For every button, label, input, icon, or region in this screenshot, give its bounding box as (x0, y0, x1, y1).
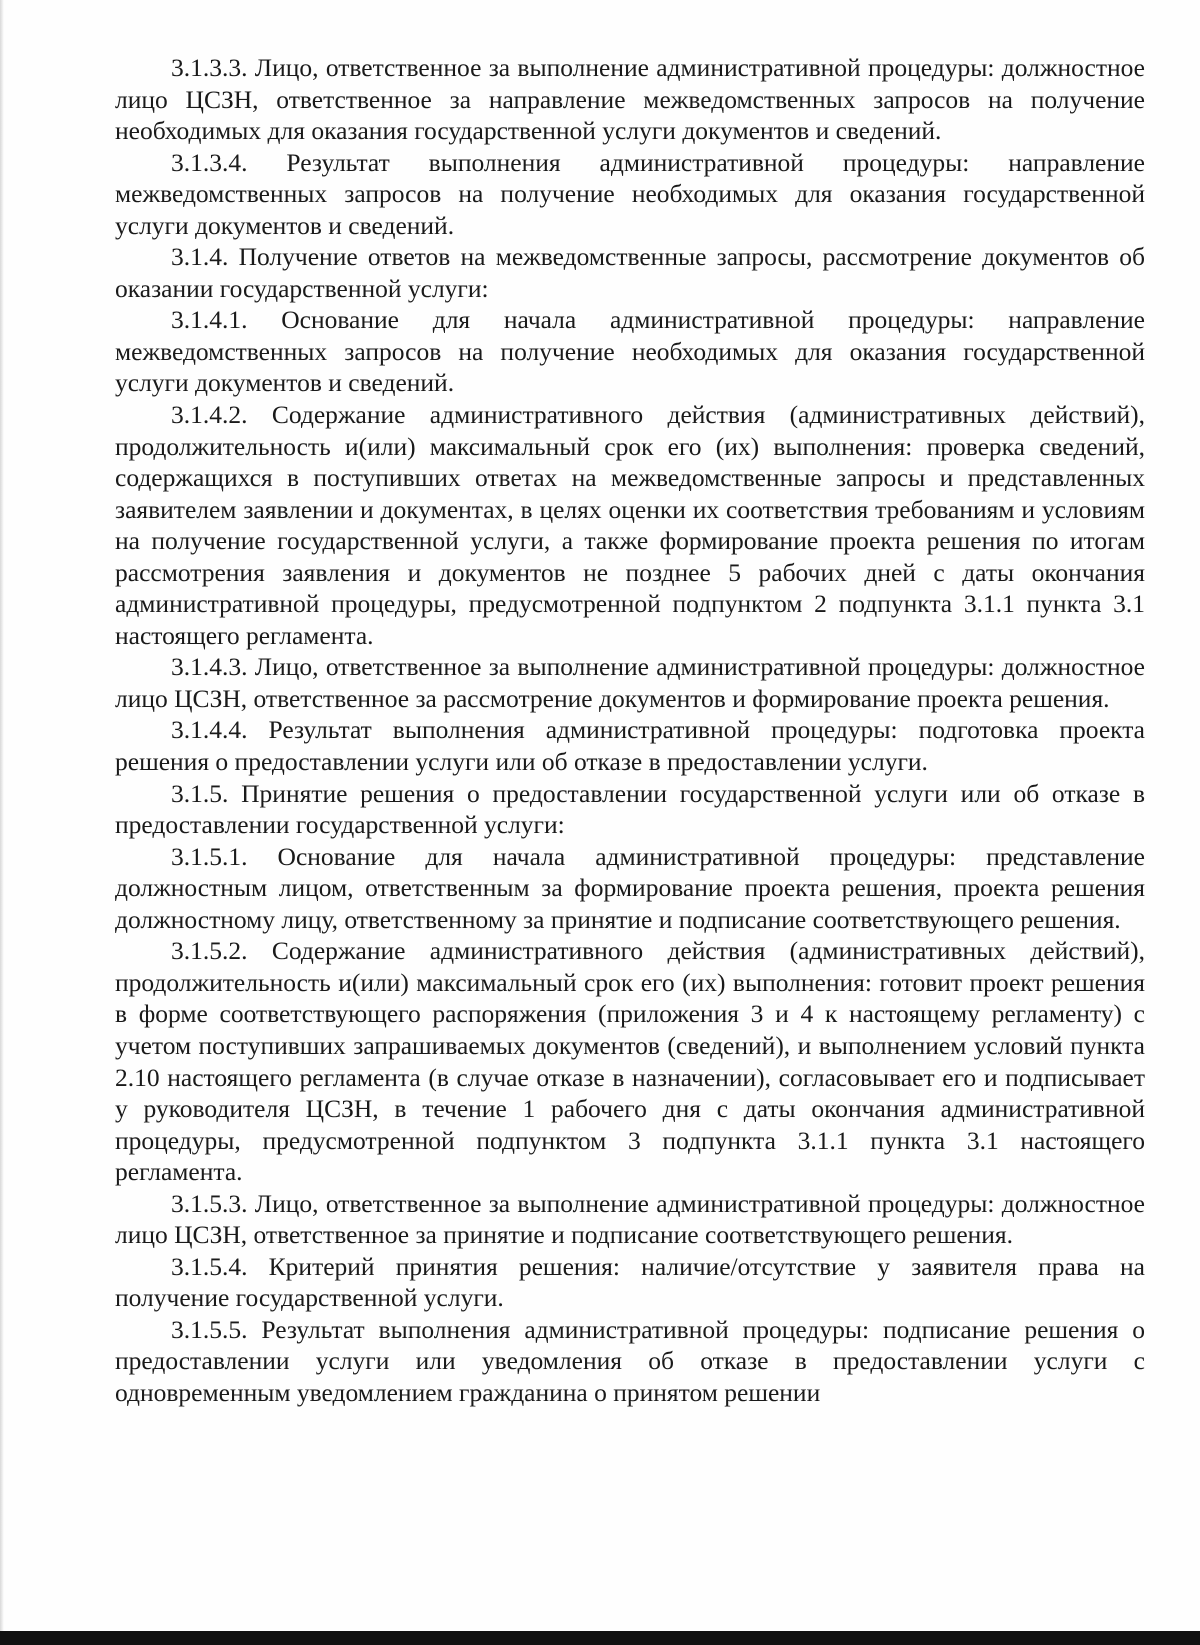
scan-bottom-edge (0, 1631, 1200, 1645)
paragraph-3-1-4-2: 3.1.4.2. Содержание административного действия (административных действий), продолжительность и(или) максимальный срок его (их) выполнения: проверка сведений, содержащихся в поступивших ответах на межведомственные запросы и представленных заявителем заявлении и документах, в целях оценки их соответствия требованиям и условиям на получение государственной услуги, а также формирование проекта решения по итогам рассмотрения заявления и документов не позднее 5 рабочих дней с даты окончания административной процедуры, предусмотренной подпунктом 2 подпункта 3.1.1 пункта 3.1 настоящего регламента. (115, 400, 1145, 650)
paragraph-3-1-5: 3.1.5. Принятие решения о предоставлении государственной услуги или об отказе в предоставлении государственной услуги: (115, 778, 1145, 840)
paragraph-3-1-4-1: 3.1.4.1. Основание для начала административной процедуры: направление межведомственных запросов на получение необходимых для оказания государственной услуги документов и сведений. (115, 305, 1145, 398)
paragraph-3-1-5-2: 3.1.5.2. Содержание административного действия (административных действий), продолжительность и(или) максимальный срок его (их) выполнения: готовит проект решения в форме соответствующего распоряжения (приложения 3 и 4 к настоящему регламенту) с учетом поступивших запрашиваемых документов (сведений), и выполнением условий пункта 2.10 настоящего регламента (в случае отказе в назначении), согласовывает его и подписывает у руководителя ЦСЗН, в течение 1 рабочего дня с даты окончания административной процедуры, предусмотренной подпунктом 3 подпункта 3.1.1 пункта 3.1 настоящего регламента. (115, 936, 1145, 1187)
paragraph-3-1-4: 3.1.4. Получение ответов на межведомственные запросы, рассмотрение документов об оказании государственной услуги: (115, 242, 1145, 303)
paragraph-3-1-3-4: 3.1.3.4. Результат выполнения административной процедуры: направление межведомственных запросов на получение необходимых для оказания государственной услуги документов и сведений. (115, 147, 1145, 240)
paragraph-3-1-4-4: 3.1.4.4. Результат выполнения административной процедуры: подготовка проекта решения о предоставлении услуги или об отказе в предоставлении услуги. (115, 715, 1145, 777)
paragraph-3-1-5-3: 3.1.5.3. Лицо, ответственное за выполнение административной процедуры: должностное лицо ЦСЗН, ответственное за принятие и подписание соответствующего решения. (115, 1188, 1145, 1250)
paragraph-3-1-3-3: 3.1.3.3. Лицо, ответственное за выполнение административной процедуры: должностное лицо ЦСЗН, ответственное за направление межведомственных запросов на получение необходимых для оказания государственной услуги документов и сведений. (115, 53, 1145, 146)
paragraph-3-1-5-1: 3.1.5.1. Основание для начала административной процедуры: представление должностным лицом, ответственным за формирование проекта решения, проекта решения должностному лицу, ответственному за принятие и подписание соответствующего решения. (115, 841, 1145, 934)
paragraph-3-1-4-3: 3.1.4.3. Лицо, ответственное за выполнение административной процедуры: должностное лицо ЦСЗН, ответственное за рассмотрение документов и формирование проекта решения. (115, 652, 1145, 713)
scan-edge-shadow (0, 0, 4, 1631)
paragraph-3-1-5-4: 3.1.5.4. Критерий принятия решения: наличие/отсутствие у заявителя права на получение государственной услуги. (115, 1251, 1145, 1313)
document-body (115, 52, 1145, 1409)
paragraph-3-1-5-5: 3.1.5.5. Результат выполнения административной процедуры: подписание решения о предоставлении услуги или уведомления об отказе в предоставлении услуги с одновременным уведомлением гражданина о принятом решении (115, 1314, 1145, 1407)
